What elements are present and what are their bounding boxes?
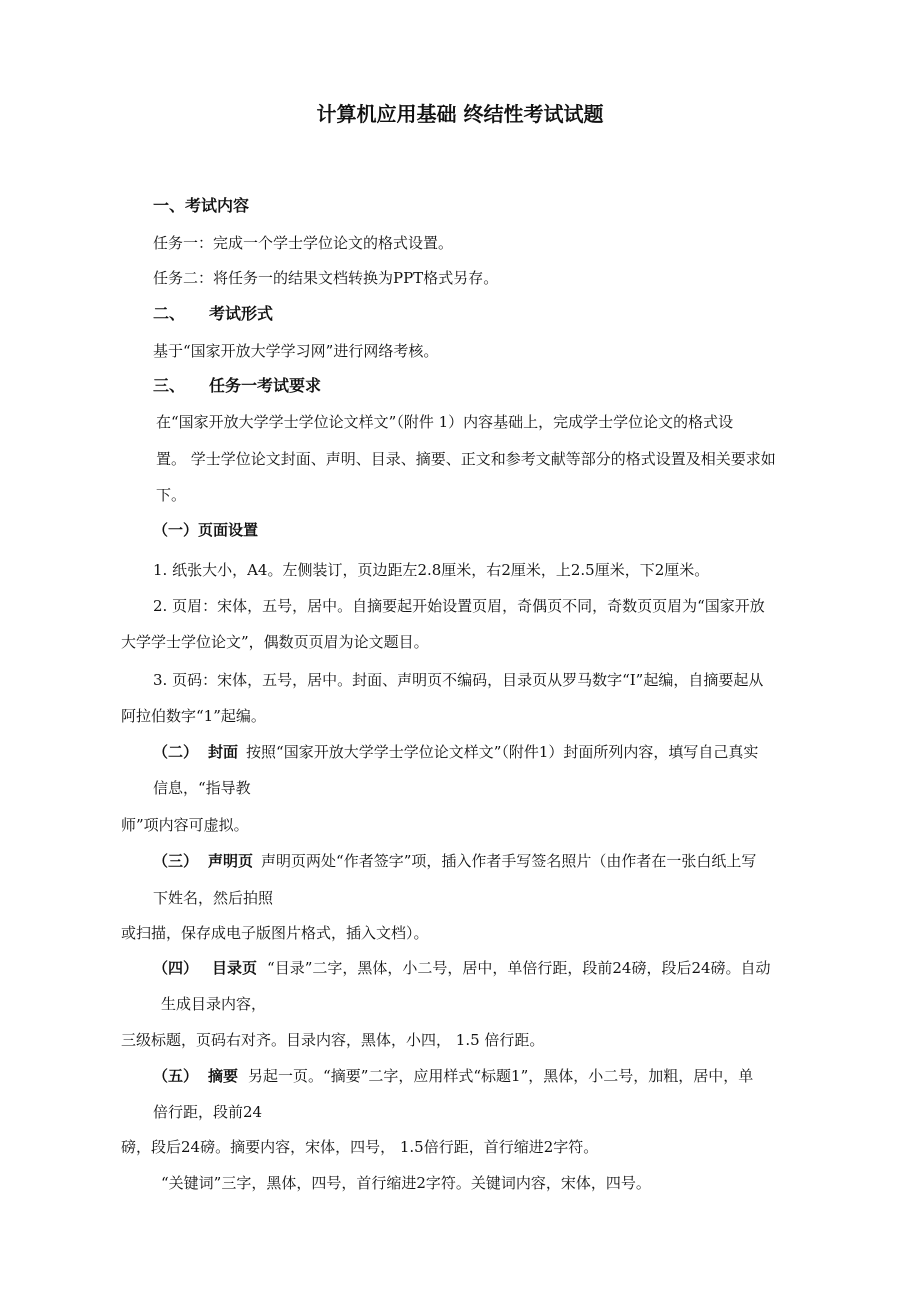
page-title: 计算机应用基础 终结性考试试题	[316, 102, 604, 126]
page-setup-item-2-line-1: 2. 页眉：宋体，五号，居中。自摘要起开始设置页眉，奇偶页不同，奇数页页眉为“国家开放	[153, 597, 765, 615]
toc-paragraph-line-1	[153, 958, 771, 978]
section-3-intro-line-1: 在“国家开放大学学士学位论文样文”（附件 1）内容基础上，完成学士学位论文的格式设	[156, 413, 734, 431]
section-3-intro-line-2: 置。 学士学位论文封面、声明、目录、摘要、正文和参考文献等部分的格式设置及相关要求如	[156, 450, 776, 468]
section-2-body: 基于“国家开放大学学习网”进行网络考核。	[153, 342, 439, 360]
statement-paragraph-line-3: 或扫描，保存成电子版图片格式，插入文档）。	[121, 924, 429, 942]
page-setup-item-3-line-1: 3. 页码：宋体，五号，居中。封面、声明页不编码，目录页从罗马数字“I”起编，自摘要起从	[153, 671, 764, 689]
cover-paragraph-line-1	[153, 742, 758, 762]
section-3-heading	[153, 376, 321, 396]
statement-paragraph-line-2: 下姓名，然后拍照	[153, 889, 274, 907]
toc-text: “目录”二字，黑体，小二号，居中，单倍行距，段前24磅，段后24磅。自动	[267, 959, 771, 977]
cover-paragraph-line-2: 信息，“指导教	[153, 779, 251, 797]
abstract-paragraph-line-3: 磅，段后24磅。摘要内容，宋体，四号， 1.5倍行距，首行缩进2字符。	[121, 1138, 599, 1156]
toc-number: （四）	[153, 959, 199, 977]
cover-label: 封面	[208, 743, 239, 761]
section-2-title: 考试形式	[209, 304, 274, 323]
section-2-number: 二、	[153, 304, 186, 323]
page-setup-heading: （一）页面设置	[153, 521, 259, 539]
statement-text: 声明页两处“作者签字”项，插入作者手写签名照片（由作者在一张白纸上写	[261, 852, 757, 870]
cover-number: （二）	[153, 743, 199, 761]
section-1-heading: 一、考试内容	[153, 196, 250, 215]
abstract-number: （五）	[153, 1067, 199, 1085]
cover-text: 按照“国家开放大学学士学位论文样文”（附件1）封面所列内容，填写自己真实	[246, 743, 759, 761]
section-3-title: 任务一考试要求	[209, 376, 322, 395]
abstract-label: 摘要	[208, 1067, 239, 1085]
abstract-text: 另起一页。“摘要”二字，应用样式“标题1”，黑体，小二号，加粗，居中，单	[248, 1067, 754, 1085]
page-setup-item-1: 1. 纸张大小，A4。左侧装订，页边距左2.8厘米，右2厘米，上2.5厘米，下2厘米。	[153, 561, 710, 579]
statement-label: 声明页	[208, 852, 254, 870]
toc-paragraph-line-3: 三级标题，页码右对齐。目录内容，黑体，小四， 1.5 倍行距。	[121, 1031, 545, 1049]
page-setup-item-3-line-2: 阿拉伯数字“1”起编。	[121, 707, 266, 725]
cover-paragraph-line-3: 师”项内容可虚拟。	[121, 816, 249, 834]
abstract-paragraph-line-1	[153, 1066, 753, 1086]
keywords-paragraph: “关键词”三字，黑体，四号，首行缩进2字符。关键词内容，宋体，四号。	[161, 1174, 651, 1192]
statement-number: （三）	[153, 852, 199, 870]
section-3-number: 三、	[153, 376, 186, 395]
statement-paragraph-line-1	[153, 851, 756, 871]
page-setup-item-2-line-2: 大学学士学位论文”，偶数页页眉为论文题目。	[121, 633, 429, 651]
section-2-heading	[153, 304, 273, 324]
toc-paragraph-line-2: 生成目录内容，	[161, 995, 267, 1013]
toc-label: 目录页	[212, 959, 258, 977]
task-1-text: 任务一：完成一个学士学位论文的格式设置。	[153, 234, 454, 252]
abstract-paragraph-line-2: 倍行距，段前24	[153, 1103, 263, 1121]
task-2-text: 任务二：将任务一的结果文档转换为PPT格式另存。	[153, 269, 499, 287]
section-3-intro-line-3: 下。	[156, 486, 187, 504]
